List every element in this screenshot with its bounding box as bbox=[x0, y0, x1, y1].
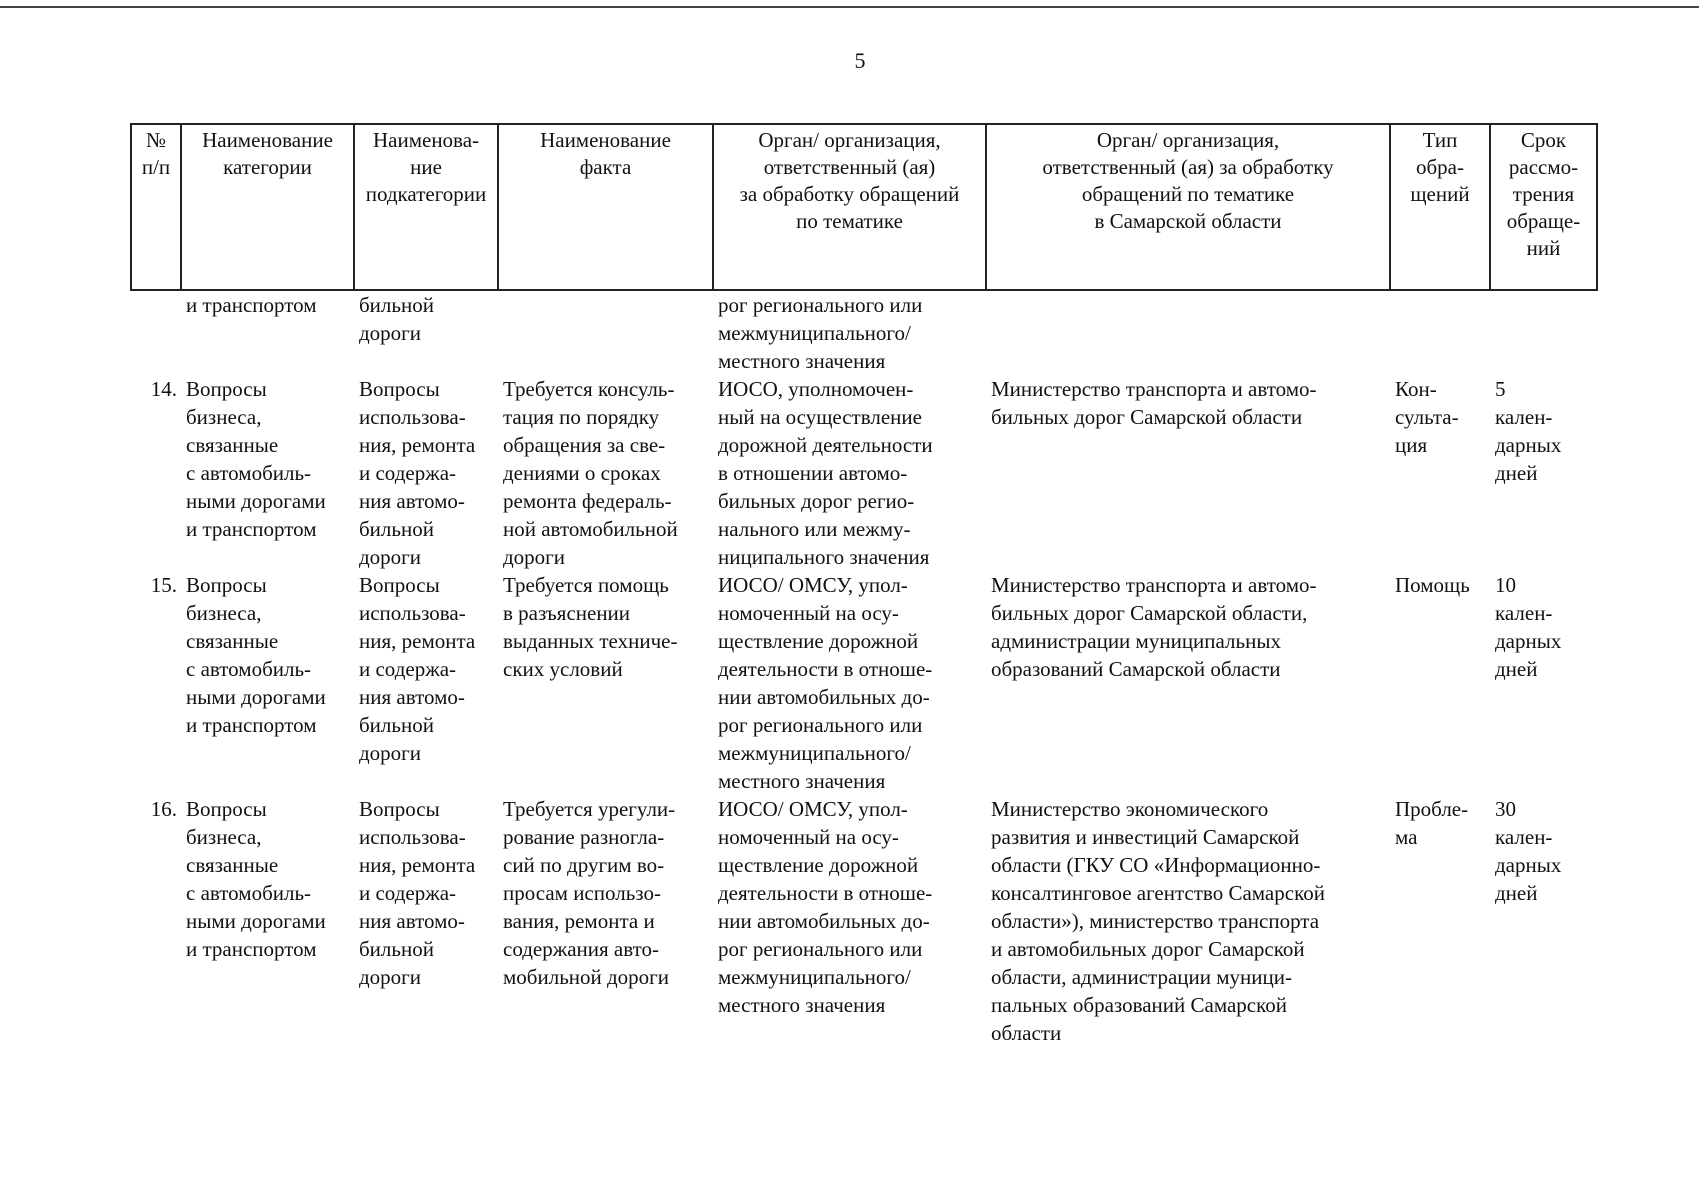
row-authority: рог регионального или межмуниципального/ местного значения bbox=[718, 293, 923, 373]
row-category: Вопросы бизнеса, связанные с автомобиль- ными дорогами и транспортом bbox=[186, 797, 326, 961]
row-request-type: Кон- сульта- ция bbox=[1395, 377, 1459, 457]
header-category: Наименование категории bbox=[181, 124, 354, 290]
row-subcategory: Вопросы использова- ния, ремонта и содержа- ния автомо- бильной дороги bbox=[359, 573, 476, 765]
row-fact: Требуется консуль- тация по порядку обращения за све- дениями о сроках ремонта федераль- ной автомобильной дороги bbox=[503, 377, 678, 569]
row-samara-authority: Министерство транспорта и автомо- бильных дорог Самарской области, администрации муниципальных образований Самарской области bbox=[991, 573, 1317, 681]
row-request-type bbox=[1389, 291, 1489, 375]
row-number: 15. bbox=[150, 573, 177, 597]
row-subcategory: Вопросы использова- ния, ремонта и содержа- ния автомо- бильной дороги bbox=[359, 377, 476, 569]
table-body bbox=[130, 291, 1596, 1047]
row-authority: ИОСО, уполномочен- ный на осуществление дорожной деятельности в отношении автомо- бильных дорог регио- нального или межму- ниципального значения bbox=[718, 377, 933, 569]
header-fact: Наименование факта bbox=[498, 124, 713, 290]
row-fact bbox=[497, 291, 712, 375]
row-term: 5 кален- дарных дней bbox=[1495, 377, 1562, 485]
row-samara-authority: Министерство транспорта и автомо- бильных дорог Самарской области bbox=[991, 377, 1317, 429]
row-samara-authority: Министерство экономического развития и инвестиций Самарской области (ГКУ СО «Информационно- консалтинговое агентство Самарской области»), министерство транспорта и автомобильных дорог Самарской области, администрации муници- пальных образований Самарской области bbox=[991, 797, 1325, 1045]
header-samara-authority: Орган/ организация, ответственный (ая) за обработку обращений по тематике в Самарской области bbox=[986, 124, 1390, 290]
document-sheet bbox=[130, 123, 1596, 1047]
table-row bbox=[130, 375, 1596, 571]
header-authority: Орган/ организация, ответственный (ая) за обработку обращений по тематике bbox=[713, 124, 986, 290]
row-samara-authority bbox=[985, 291, 1389, 375]
row-number bbox=[130, 291, 180, 375]
row-term: 10 кален- дарных дней bbox=[1495, 573, 1562, 681]
top-rule bbox=[0, 6, 1699, 8]
header-request-type: Тип обра- щений bbox=[1390, 124, 1490, 290]
row-fact: Требуется урегули- рование разногла- сий по другим во- просам использо- вания, ремонта и содержания авто- мобильной дороги bbox=[503, 797, 676, 989]
row-authority: ИОСО/ ОМСУ, упол- номоченный на осу- ществление дорожной деятельности в отноше- нии автомобильных до- рог регионального или межмуниципального/ местного значения bbox=[718, 797, 933, 1017]
row-number: 14. bbox=[150, 377, 177, 401]
header-subcategory: Наименова- ние подкатегории bbox=[354, 124, 498, 290]
row-category: Вопросы бизнеса, связанные с автомобиль- ными дорогами и транспортом bbox=[186, 573, 326, 737]
row-number: 16. bbox=[150, 797, 177, 821]
table-header bbox=[130, 123, 1598, 291]
table-row-continuation bbox=[130, 291, 1596, 375]
table-row bbox=[130, 795, 1596, 1047]
row-request-type: Помощь bbox=[1395, 573, 1470, 597]
row-subcategory: Вопросы использова- ния, ремонта и содержа- ния автомо- бильной дороги bbox=[359, 797, 476, 989]
header-term: Срок рассмо- трения обраще- ний bbox=[1490, 124, 1597, 290]
row-authority: ИОСО/ ОМСУ, упол- номоченный на осу- ществление дорожной деятельности в отноше- нии автомобильных до- рог регионального или межмуниципального/ местного значения bbox=[718, 573, 933, 793]
row-fact: Требуется помощь в разъяснении выданных техниче- ских условий bbox=[503, 573, 678, 681]
row-term bbox=[1489, 291, 1596, 375]
row-category: и транспортом bbox=[186, 293, 317, 317]
row-subcategory: бильной дороги bbox=[359, 293, 434, 345]
table-row bbox=[130, 571, 1596, 795]
row-term: 30 кален- дарных дней bbox=[1495, 797, 1562, 905]
row-request-type: Пробле- ма bbox=[1395, 797, 1469, 849]
row-category: Вопросы бизнеса, связанные с автомобиль- ными дорогами и транспортом bbox=[186, 377, 326, 541]
header-number: № п/п bbox=[131, 124, 181, 290]
page-number: 5 bbox=[854, 48, 866, 73]
